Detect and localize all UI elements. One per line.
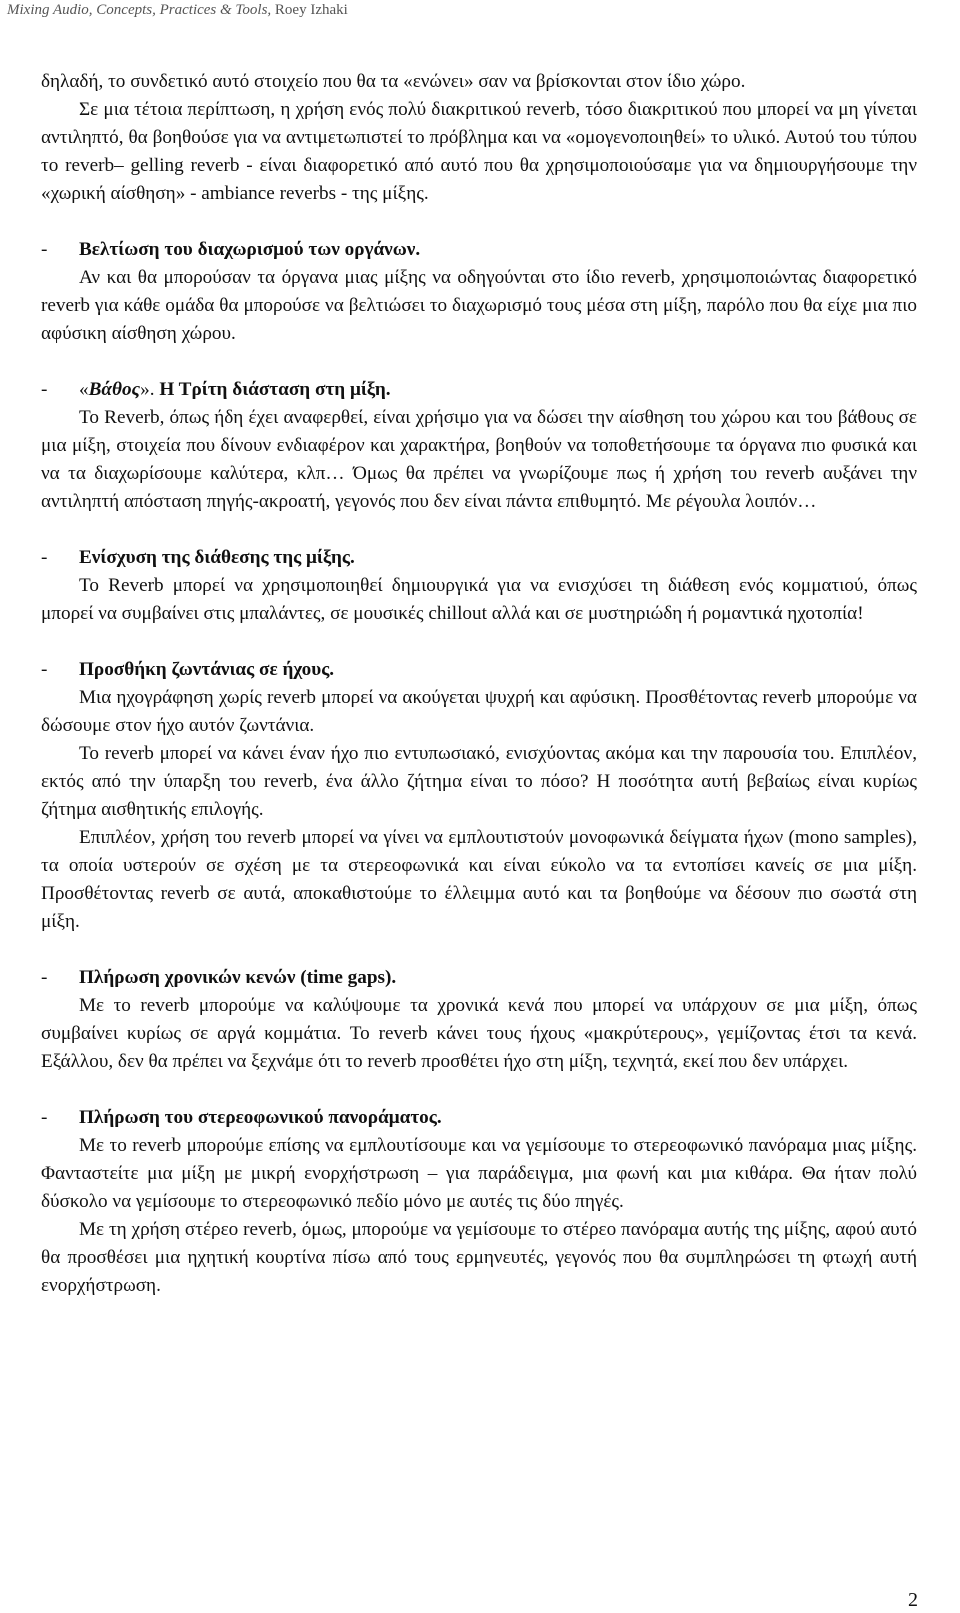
header-title: Mixing Audio, Concepts, Practices & Tools, — [7, 2, 272, 18]
section-heading-text: Πλήρωση χρονικών κενών (time gaps). — [79, 967, 397, 988]
page-body — [41, 68, 917, 1300]
heading-quote-close: ». — [140, 379, 155, 400]
header-author: Roey Izhaki — [274, 2, 348, 18]
list-dash: - — [41, 547, 48, 568]
heading-italic-word: Βάθος — [88, 379, 141, 400]
paragraph: Επιπλέον, χρήση του reverb μπορεί να γίνει να εμπλουτιστούν μονοφωνικά δείγματα ήχων (mono samples), τα οποία υστερούν σε σχέση με τα στερεοφωνικά και είναι εύκολο να τα εντοπίσει κανείς σε μια μίξη. Προσθέτοντας reverb σε αυτά, αποκαθιστούμε το έλλειμμα αυτό και τα βοηθούμε να δέσουν πιο σωστά στη μίξη. — [41, 827, 917, 932]
section-heading-text: Βελτίωση του διαχωρισμού των οργάνων. — [79, 239, 421, 260]
list-dash: - — [41, 1107, 48, 1128]
section-heading-text: Πλήρωση του στερεοφωνικού πανοράματος. — [79, 1107, 442, 1128]
list-dash: - — [41, 659, 48, 680]
list-dash: - — [41, 379, 48, 400]
section-heading-text: Προσθήκη ζωντάνιας σε ήχους. — [79, 659, 335, 680]
paragraph: Αν και θα μπορούσαν τα όργανα μιας μίξης να οδηγούνται στο ίδιο reverb, χρησιμοποιώντας διαφορετικό reverb για κάθε ομάδα θα μπορούσε να βελτιώσει το διαχωρισμό τους μέσα στη μίξη, παρόλο που θα είχε μια πιο αφύσικη αίσθηση χώρου. — [41, 267, 917, 344]
section-heading — [41, 376, 917, 404]
section-heading — [41, 964, 917, 992]
paragraph: Το Reverb μπορεί να χρησιμοποιηθεί δημιουργικά για να ενισχύσει τη διάθεση ενός κομματιού, όπως μπορεί να συμβαίνει στις μπαλάντες, σε μουσικές chillout αλλά και σε μυστηριώδη ή ρομαντικά ηχοτοπία! — [41, 575, 917, 624]
paragraph-continued: δηλαδή, το συνδετικό αυτό στοιχείο που θα τα «ενώνει» σαν να βρίσκονται στον ίδιο χώρο. — [41, 71, 746, 92]
paragraph: Σε μια τέτοια περίπτωση, η χρήση ενός πολύ διακριτικού reverb, τόσο διακριτικού που μπορεί να μη γίνεται αντιληπτό, θα βοηθούσε για να αντιμετωπιστεί το πρόβλημα και να «ομογενοποιηθεί» το υλικό. Αυτού του τύπου το reverb– gelling reverb - είναι διαφορετικό από αυτό που θα χρησιμοποιούσαμε για να δημιουργήσουμε την «χωρική αίσθηση» - ambiance reverbs - της μίξης. — [41, 99, 917, 204]
paragraph: Με το reverb μπορούμε επίσης να εμπλουτίσουμε και να γεμίσουμε το στερεοφωνικό πανόραμα μιας μίξης. Φανταστείτε μια μίξη με μικρή ενορχήστρωση – για παράδειγμα, μια φωνή και μια κιθάρα. Θα ήταν πολύ δύσκολο να γεμίσουμε το στερεοφωνικό πεδίο μόνο με αυτές τις δύο πηγές. — [41, 1135, 917, 1212]
heading-rest: Η Τρίτη διάσταση στη μίξη. — [154, 379, 391, 400]
paragraph: Με το reverb μπορούμε να καλύψουμε τα χρονικά κενά που μπορεί να υπάρχουν σε μια μίξη, όπως συμβαίνει κυρίως σε αργά κομμάτια. Το reverb κάνει τους ήχους «μακρύτερους», γεμίζοντας έτσι τα κενά. Εξάλλου, δεν θα πρέπει να ξεχνάμε ότι το reverb προσθέτει ήχο στη μίξη, τεχνητά, εκεί που δεν υπάρχει. — [41, 995, 917, 1072]
section-heading — [41, 236, 917, 264]
page-number: 2 — [908, 1589, 918, 1611]
section-heading — [41, 656, 917, 684]
section-heading-text — [79, 376, 391, 404]
paragraph: Μια ηχογράφηση χωρίς reverb μπορεί να ακούγεται ψυχρή και αφύσικη. Προσθέτοντας reverb μπορούμε να δώσουμε στον ήχο αυτόν ζωντάνια. — [41, 687, 917, 736]
list-dash: - — [41, 239, 48, 260]
paragraph: Με τη χρήση στέρεο reverb, όμως, μπορούμε να γεμίσουμε το στέρεο πανόραμα αυτής της μίξης, αφού αυτό θα προσθέσει μια ηχητική κουρτίνα πίσω από τους ερμηνευτές, γεγονός που θα συμπληρώσει τη φτωχή αυτή ενορχήστρωση. — [41, 1219, 917, 1296]
paragraph: Το Reverb, όπως ήδη έχει αναφερθεί, είναι χρήσιμο για να δώσει την αίσθηση του χώρου και του βάθους σε μια μίξη, στοιχεία που δίνουν ενδιαφέρον και χαρακτήρα, βοηθούν να τοποθετήσουμε τα όργανα πιο φυσικά και να τα διαχωρίσουμε καλύτερα, κλπ… Όμως θα πρέπει να γνωρίζουμε πως ή χρήση του reverb αυξάνει την αντιληπτή απόσταση πηγής-ακροατή, γεγονός που δεν είναι πάντα επιθυμητό. Με ρέγουλα λοιπόν… — [41, 407, 917, 512]
list-dash: - — [41, 967, 48, 988]
section-heading — [41, 544, 917, 572]
heading-quote-open: « — [79, 379, 89, 400]
section-heading — [41, 1104, 917, 1132]
running-header — [7, 0, 348, 20]
paragraph: Το reverb μπορεί να κάνει έναν ήχο πιο εντυπωσιακό, ενισχύοντας ακόμα και την παρουσία του. Επιπλέον, εκτός από την ύπαρξη του reverb, ένα άλλο ζήτημα είναι το πόσο? Η ποσότητα αυτή βεβαίως είναι κυρίως ζήτημα αισθητικής επιλογής. — [41, 743, 917, 820]
section-heading-text: Ενίσχυση της διάθεσης της μίξης. — [79, 547, 355, 568]
